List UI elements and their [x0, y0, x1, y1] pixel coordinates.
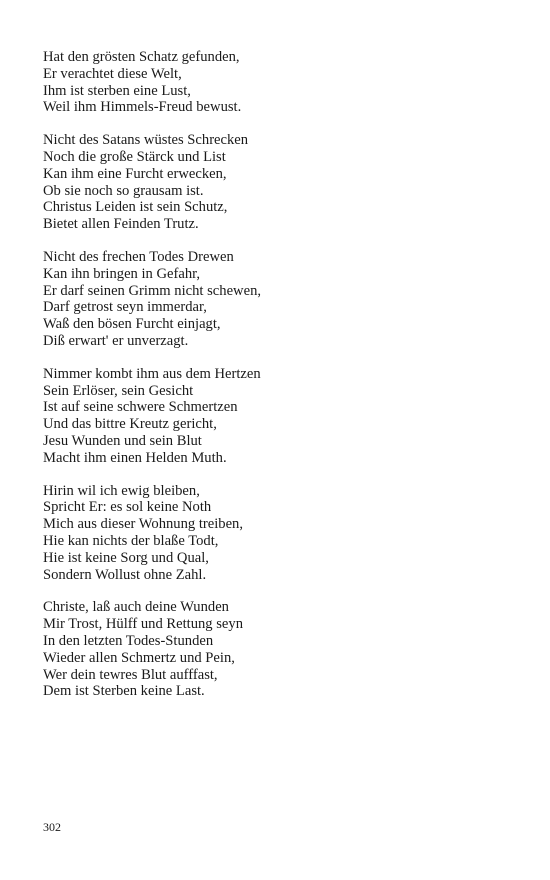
verse-line: Dem ist Sterben keine Last.: [43, 683, 205, 700]
stanza-1: [43, 49, 513, 116]
verse-line: Mich aus dieser Wohnung treiben,: [43, 516, 243, 533]
stanza-2: [43, 132, 513, 233]
verse-line: In den letzten Todes-Stunden: [43, 632, 214, 649]
verse-line: Ist auf seine schwere Schmertzen: [43, 399, 238, 416]
verse-line: Darf getrost seyn immerdar,: [43, 299, 207, 316]
verse-line: Jesu Wunden und sein Blut: [43, 432, 202, 449]
verse-line: Sondern Wollust ohne Zahl.: [43, 566, 207, 583]
verse-line: Und das bittre Kreutz gericht,: [43, 416, 217, 433]
verse-line: Christus Leiden ist sein Schutz,: [43, 199, 228, 216]
verse-line: Hirin wil ich ewig bleiben,: [43, 482, 200, 499]
verse-line: Ob sie noch so grausam ist.: [43, 182, 204, 199]
verse-line: Diß erwart' er unverzagt.: [43, 332, 189, 349]
verse-line: Er verachtet diese Welt,: [43, 65, 182, 82]
verse-line: Nicht des frechen Todes Drewen: [43, 248, 234, 265]
verse-line: Hie ist keine Sorg und Qual,: [43, 549, 209, 566]
verse-line: Hat den grösten Schatz gefunden,: [43, 49, 240, 65]
verse-line: Weil ihm Himmels-Freud bewust.: [43, 99, 242, 116]
verse-line: Wer dein tewres Blut aufffast,: [43, 666, 218, 683]
verse-line: Waß den bösen Furcht einjagt,: [43, 316, 221, 333]
verse-line: Ihm ist sterben eine Lust,: [43, 82, 191, 99]
poem: [43, 49, 513, 716]
verse-line: Spricht Er: es sol keine Noth: [43, 499, 212, 516]
page-number: 302: [43, 820, 61, 834]
stanza-6: [43, 599, 513, 700]
verse-line: Er darf seinen Grimm nicht schewen,: [43, 282, 262, 299]
verse-line: Macht ihm einen Helden Muth.: [43, 449, 227, 466]
stanza-3: [43, 249, 513, 350]
verse-line: Kan ihm eine Furcht erwecken,: [43, 165, 227, 182]
verse-line: Hie kan nichts der blaße Todt,: [43, 532, 219, 549]
verse-line: Sein Erlöser, sein Gesicht: [43, 382, 194, 399]
verse-line: Nimmer kombt ihm aus dem Hertzen: [43, 365, 261, 382]
verse-line: Bietet allen Feinden Trutz.: [43, 216, 199, 233]
stanza-4: [43, 366, 513, 467]
verse-line: Noch die große Stärck und List: [43, 148, 226, 165]
verse-line: Christe, laß auch deine Wunden: [43, 599, 229, 616]
verse-line: Kan ihn bringen in Gefahr,: [43, 265, 201, 282]
verse-line: Mir Trost, Hülff und Rettung seyn: [43, 616, 244, 633]
verse-line: Wieder allen Schmertz und Pein,: [43, 649, 235, 666]
stanza-5: [43, 483, 513, 584]
verse-line: Nicht des Satans wüstes Schrecken: [43, 132, 249, 149]
